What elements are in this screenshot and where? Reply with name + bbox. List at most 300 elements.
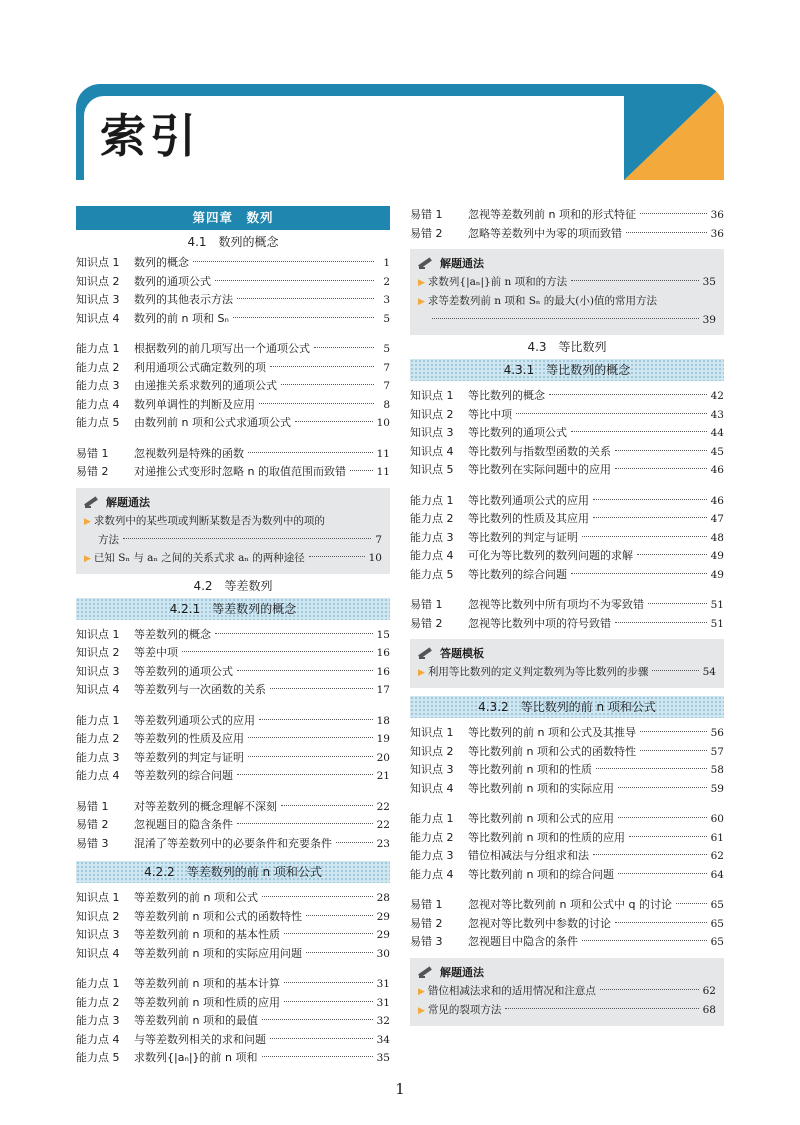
box-item-text: 已知 Sₙ 与 aₙ 之间的关系式求 aₙ 的两种途径 xyxy=(93,551,305,564)
leader-dots xyxy=(596,768,707,769)
leader-dots xyxy=(571,573,707,574)
index-entry[interactable] xyxy=(410,915,724,934)
subsection-title: 4.3.1 等比数列的概念 xyxy=(410,359,724,381)
leader-dots xyxy=(248,737,373,738)
index-entry[interactable] xyxy=(410,387,724,406)
entry-label: 能力点 3 xyxy=(76,379,120,392)
page-number: 65 xyxy=(710,917,724,930)
leader-dots xyxy=(262,1056,373,1057)
index-entry[interactable] xyxy=(76,359,390,378)
entry-title: 等差数列的前 n 项和公式 xyxy=(134,891,258,904)
right-column xyxy=(410,206,724,1030)
entry-title: 对递推公式变形时忽略 n 的取值范围而致错 xyxy=(134,465,346,478)
page-number: 59 xyxy=(710,782,724,795)
entry-label: 能力点 4 xyxy=(410,867,454,881)
entry-title: 数列的其他表示方法 xyxy=(134,293,233,306)
index-entry[interactable] xyxy=(76,749,390,768)
entry-label: 知识点 1 xyxy=(76,256,120,269)
entry-title: 等比数列的概念 xyxy=(468,389,545,402)
page-number: 60 xyxy=(710,813,724,825)
entry-title: 数列单调性的判断及应用 xyxy=(134,397,255,411)
page-number: 5 xyxy=(383,312,390,325)
triangle-bullet-icon: ▶ xyxy=(418,297,425,307)
entry-label: 知识点 3 xyxy=(410,426,454,439)
entry-group xyxy=(76,254,390,328)
entry-title: 利用通项公式确定数列的项 xyxy=(134,360,266,374)
page-number: 30 xyxy=(376,947,390,960)
box-item-continuation[interactable] xyxy=(84,531,382,549)
index-entry[interactable] xyxy=(76,975,390,994)
index-entry[interactable] xyxy=(410,596,724,615)
entry-title: 由数列前 n 项和公式求通项公式 xyxy=(134,416,291,429)
index-entry[interactable] xyxy=(76,291,390,310)
entry-label: 能力点 1 xyxy=(410,493,454,507)
entry-label: 能力点 1 xyxy=(76,342,120,355)
pen-icon xyxy=(418,966,434,978)
page-number: 35 xyxy=(702,276,716,288)
box-item-continuation[interactable] xyxy=(418,311,716,329)
index-entry[interactable] xyxy=(410,547,724,566)
entry-label: 知识点 2 xyxy=(410,744,454,758)
index-entry[interactable] xyxy=(410,406,724,425)
leader-dots xyxy=(676,903,707,904)
page-number: 15 xyxy=(376,628,390,641)
entry-label: 能力点 2 xyxy=(410,512,454,525)
entry-label: 能力点 1 xyxy=(76,713,120,727)
leader-dots xyxy=(295,421,373,422)
index-entry[interactable] xyxy=(76,767,390,786)
entry-label: 易错 3 xyxy=(76,836,109,850)
index-entry[interactable] xyxy=(76,644,390,663)
entry-label: 知识点 4 xyxy=(410,781,454,795)
triangle-bullet-icon: ▶ xyxy=(84,553,91,564)
entry-title: 等差数列的性质及应用 xyxy=(134,732,244,745)
entry-title: 忽视对等比数列中参数的讨论 xyxy=(468,916,611,930)
index-entry[interactable] xyxy=(76,908,390,927)
entry-label: 易错 1 xyxy=(76,446,109,460)
entry-label: 能力点 5 xyxy=(76,1051,120,1064)
page-number: 64 xyxy=(710,868,724,881)
page-number: 7 xyxy=(375,533,382,546)
box-item[interactable] xyxy=(418,273,716,292)
entry-label: 知识点 1 xyxy=(410,389,454,402)
page-number: 58 xyxy=(710,764,724,776)
entry-title: 等差数列的判定与证明 xyxy=(134,750,244,764)
page-number: 36 xyxy=(710,227,724,240)
leader-dots xyxy=(618,873,707,874)
entry-label: 易错 2 xyxy=(410,916,443,930)
page-number: 62 xyxy=(702,984,716,997)
page-number: 46 xyxy=(710,464,724,476)
index-entry[interactable] xyxy=(410,866,724,885)
entry-title: 对等差数列的概念理解不深刻 xyxy=(134,799,277,813)
method-box xyxy=(410,958,724,1026)
index-entry[interactable] xyxy=(76,730,390,749)
index-entry[interactable] xyxy=(76,1012,390,1031)
entry-label: 能力点 2 xyxy=(76,732,120,745)
entry-group xyxy=(76,340,390,433)
index-entry[interactable] xyxy=(410,780,724,799)
entry-group xyxy=(76,798,390,854)
entry-label: 能力点 5 xyxy=(410,567,454,581)
entry-label: 知识点 3 xyxy=(410,763,454,776)
page-number-footer: 1 xyxy=(395,1080,405,1098)
leader-dots xyxy=(262,1019,373,1020)
pen-icon xyxy=(418,257,434,269)
entry-title: 等比数列的判定与证明 xyxy=(468,530,578,544)
entry-label: 知识点 1 xyxy=(76,891,120,904)
entry-title: 忽视对等比数列前 n 项和公式中 q 的讨论 xyxy=(468,898,672,911)
page-number: 32 xyxy=(376,1015,390,1027)
index-entry[interactable] xyxy=(410,225,724,244)
page-number: 19 xyxy=(376,733,390,745)
entry-group xyxy=(410,596,724,633)
index-entry[interactable] xyxy=(76,340,390,359)
leader-dots xyxy=(516,413,707,414)
leader-dots xyxy=(615,468,707,469)
entry-title: 等差数列前 n 项和公式的函数特性 xyxy=(134,909,302,923)
box-item-text: 求等差数列前 n 项和 Sₙ 的最大(小)值的常用方法 xyxy=(427,295,657,307)
index-entry[interactable] xyxy=(76,945,390,964)
leader-dots xyxy=(593,854,707,855)
leader-dots xyxy=(270,688,373,689)
page-number: 42 xyxy=(710,390,724,402)
index-entry[interactable] xyxy=(410,615,724,634)
left-column xyxy=(76,206,390,1068)
entry-label: 知识点 3 xyxy=(76,293,120,306)
page-number: 54 xyxy=(702,666,716,678)
leader-dots xyxy=(215,280,374,281)
leader-dots xyxy=(648,603,707,604)
leader-dots xyxy=(284,982,373,983)
box-item[interactable] xyxy=(418,1001,716,1020)
leader-dots xyxy=(123,538,371,539)
leader-dots xyxy=(281,805,373,806)
index-entry[interactable] xyxy=(76,889,390,908)
page-number: 11 xyxy=(376,447,390,460)
leader-dots xyxy=(629,836,707,837)
template-box xyxy=(410,639,724,688)
leader-dots xyxy=(259,719,373,720)
entry-label: 能力点 2 xyxy=(410,830,454,844)
entry-label: 能力点 3 xyxy=(410,530,454,544)
index-entry[interactable] xyxy=(76,926,390,945)
page-number: 61 xyxy=(710,831,724,844)
entry-title: 等比数列前 n 项和公式的应用 xyxy=(468,812,614,825)
index-entry[interactable] xyxy=(410,810,724,829)
index-entry[interactable] xyxy=(76,414,390,433)
method-box xyxy=(76,488,390,574)
entry-title: 等差数列前 n 项和性质的应用 xyxy=(134,995,280,1009)
triangle-bullet-icon: ▶ xyxy=(418,1005,425,1016)
index-entry[interactable] xyxy=(76,663,390,682)
page-number: 23 xyxy=(376,837,390,850)
index-entry[interactable] xyxy=(410,896,724,915)
page-number: 65 xyxy=(710,899,724,911)
page-number: 7 xyxy=(383,380,390,392)
entry-title: 与等差数列相关的求和问题 xyxy=(134,1032,266,1046)
box-item[interactable] xyxy=(84,512,382,531)
index-entry[interactable] xyxy=(410,933,724,952)
index-entry[interactable] xyxy=(410,510,724,529)
leader-dots xyxy=(284,933,373,934)
entry-title: 等比数列前 n 项和公式的函数特性 xyxy=(468,744,636,758)
entry-label: 能力点 3 xyxy=(410,849,454,862)
entry-title: 忽视题目的隐含条件 xyxy=(134,818,233,831)
leader-dots xyxy=(262,896,373,897)
index-entry[interactable] xyxy=(76,1049,390,1068)
entry-title: 忽视等比数列中所有项均不为零致错 xyxy=(468,598,644,611)
entry-label: 知识点 4 xyxy=(410,444,454,458)
leader-dots xyxy=(281,384,374,385)
entry-title: 等差数列前 n 项和的基本计算 xyxy=(134,977,280,990)
entry-label: 易错 2 xyxy=(410,226,443,240)
entry-title: 等差数列的综合问题 xyxy=(134,769,233,782)
index-entry[interactable] xyxy=(76,463,390,482)
leader-dots xyxy=(270,1038,373,1039)
box-item-text: 求数列中的某些项或判断某数是否为数列中的项的 xyxy=(93,514,325,527)
leader-dots xyxy=(284,1001,373,1002)
entry-title: 等比数列的综合问题 xyxy=(468,567,567,581)
index-entry[interactable] xyxy=(76,310,390,329)
entry-title: 忽略等差数列中为零的项而致错 xyxy=(468,226,622,240)
section-title: 4.1 数列的概念 xyxy=(187,235,279,249)
index-entry[interactable] xyxy=(76,273,390,292)
leader-dots xyxy=(182,651,373,652)
leader-dots xyxy=(215,633,373,634)
entry-title: 等差数列的通项公式 xyxy=(134,664,233,678)
entry-title: 求数列{|aₙ|}的前 n 项和 xyxy=(134,1051,258,1064)
entry-title: 等比数列前 n 项和的实际应用 xyxy=(468,781,614,795)
index-entry[interactable] xyxy=(410,206,724,225)
pen-icon xyxy=(418,647,434,659)
entry-label: 能力点 1 xyxy=(76,977,120,990)
entry-title: 等比数列前 n 项和的性质 xyxy=(468,763,592,776)
page-number: 68 xyxy=(702,1003,716,1016)
leader-dots xyxy=(336,842,373,843)
leader-dots xyxy=(248,452,373,453)
index-entry[interactable] xyxy=(410,424,724,443)
leader-dots xyxy=(432,318,699,319)
leader-dots xyxy=(571,280,699,281)
page-number: 29 xyxy=(376,910,390,923)
leader-dots xyxy=(615,450,707,451)
index-entry[interactable] xyxy=(76,816,390,835)
entry-label: 易错 1 xyxy=(410,208,443,221)
entry-group xyxy=(410,896,724,952)
entry-title: 等比数列前 n 项和的性质的应用 xyxy=(468,830,625,844)
box-item-text: 利用等比数列的定义判定数列为等比数列的步骤 xyxy=(427,666,649,678)
page-number: 35 xyxy=(376,1052,390,1064)
leader-dots xyxy=(571,431,707,432)
entry-title: 等比数列的通项公式 xyxy=(468,426,567,439)
method-box xyxy=(410,249,724,335)
index-entry[interactable] xyxy=(410,724,724,743)
index-entry[interactable] xyxy=(76,835,390,854)
index-entry[interactable] xyxy=(410,847,724,866)
box-item[interactable] xyxy=(84,549,382,568)
entry-label: 知识点 4 xyxy=(76,946,120,960)
index-entry[interactable] xyxy=(76,681,390,700)
box-item[interactable] xyxy=(418,663,716,682)
page-number: 31 xyxy=(376,978,390,990)
page-number: 16 xyxy=(376,647,390,659)
entry-title: 忽视等比数列中项的符号致错 xyxy=(468,616,611,630)
leader-dots xyxy=(582,940,707,941)
index-entry[interactable] xyxy=(76,445,390,464)
index-entry[interactable] xyxy=(410,743,724,762)
entry-title: 等差数列前 n 项和的实际应用问题 xyxy=(134,946,302,960)
leader-dots xyxy=(350,470,373,471)
section-title: 4.3 等比数列 xyxy=(527,340,607,354)
entry-group xyxy=(410,387,724,480)
page-number: 62 xyxy=(710,850,724,862)
leader-dots xyxy=(248,756,373,757)
leader-dots xyxy=(640,731,707,732)
page-number: 10 xyxy=(376,417,390,429)
entry-label: 知识点 2 xyxy=(76,274,120,288)
page-number: 20 xyxy=(376,751,390,764)
index-entry[interactable] xyxy=(76,396,390,415)
entry-title: 错位相减法与分组求和法 xyxy=(468,849,589,862)
box-item-text: 求数列{|aₙ|}前 n 项和的方法 xyxy=(427,276,568,288)
leader-dots xyxy=(237,670,373,671)
leader-dots xyxy=(593,517,707,518)
box-item-text: 错位相减法求和的适用情况和注意点 xyxy=(427,984,596,997)
entry-group xyxy=(410,724,724,798)
leader-dots xyxy=(237,298,374,299)
subsection-title: 4.2.2 等差数列的前 n 项和公式 xyxy=(76,861,390,883)
entry-label: 知识点 1 xyxy=(410,726,454,739)
triangle-bullet-icon: ▶ xyxy=(418,668,425,678)
entry-group xyxy=(76,712,390,786)
entry-title: 等差数列通项公式的应用 xyxy=(134,713,255,727)
box-heading: 解题通法 xyxy=(440,965,484,979)
entry-label: 能力点 4 xyxy=(76,1032,120,1046)
index-entry[interactable] xyxy=(410,492,724,511)
entry-group xyxy=(76,626,390,700)
leader-dots xyxy=(618,817,707,818)
box-item[interactable] xyxy=(418,982,716,1001)
index-entry[interactable] xyxy=(76,377,390,396)
entry-label: 能力点 4 xyxy=(410,549,454,562)
entry-title: 忽视等差数列前 n 项和的形式特征 xyxy=(468,208,636,221)
entry-label: 知识点 3 xyxy=(76,664,120,678)
entry-title: 忽视数列是特殊的函数 xyxy=(134,446,244,460)
page-number: 49 xyxy=(710,550,724,562)
leader-dots xyxy=(549,394,707,395)
box-heading: 答题模板 xyxy=(440,647,484,660)
entry-title: 等差数列前 n 项和的最值 xyxy=(134,1014,258,1027)
page-number: 7 xyxy=(383,361,390,374)
leader-dots xyxy=(193,261,374,262)
entry-label: 易错 2 xyxy=(410,616,443,630)
entry-label: 能力点 4 xyxy=(76,769,120,782)
page-number: 34 xyxy=(376,1033,390,1046)
entry-title: 等比数列在实际问题中的应用 xyxy=(468,463,611,476)
entry-label: 知识点 4 xyxy=(76,683,120,696)
entry-title: 数列的前 n 项和 Sₙ xyxy=(134,311,229,325)
entry-title: 等比数列与指数型函数的关系 xyxy=(468,444,611,458)
entry-title: 等比数列的性质及其应用 xyxy=(468,512,589,525)
box-item-text: 方法 xyxy=(98,533,119,546)
page-number: 18 xyxy=(376,714,390,727)
entry-label: 能力点 2 xyxy=(76,360,120,374)
index-entry[interactable] xyxy=(76,712,390,731)
page-number: 1 xyxy=(383,257,390,269)
page-number: 48 xyxy=(710,531,724,544)
page-number: 56 xyxy=(710,727,724,739)
entry-title: 等比数列通项公式的应用 xyxy=(468,493,589,507)
leader-dots xyxy=(237,823,373,824)
page-number: 46 xyxy=(710,494,724,507)
entry-group xyxy=(410,492,724,585)
entry-title: 数列的概念 xyxy=(134,256,189,269)
index-entry[interactable] xyxy=(410,461,724,480)
leader-dots xyxy=(615,922,707,923)
index-entry[interactable] xyxy=(410,761,724,780)
page-number: 5 xyxy=(383,343,390,355)
leader-dots xyxy=(637,554,707,555)
entry-label: 能力点 5 xyxy=(76,416,120,429)
box-item[interactable] xyxy=(418,292,716,311)
entry-label: 知识点 2 xyxy=(410,407,454,421)
leader-dots xyxy=(626,232,707,233)
entry-label: 能力点 3 xyxy=(76,750,120,764)
index-entry[interactable] xyxy=(76,626,390,645)
page-number: 43 xyxy=(710,408,724,421)
index-entry[interactable] xyxy=(410,529,724,548)
leader-dots xyxy=(640,750,707,751)
entry-label: 知识点 2 xyxy=(76,909,120,923)
index-entry[interactable] xyxy=(410,829,724,848)
entry-title: 等比数列前 n 项和的综合问题 xyxy=(468,867,614,881)
entry-group xyxy=(410,810,724,884)
entry-title: 忽视题目中隐含的条件 xyxy=(468,935,578,948)
page-number: 10 xyxy=(368,551,382,564)
entry-title: 等比中项 xyxy=(468,407,512,421)
entry-label: 易错 2 xyxy=(76,465,109,478)
entry-label: 易错 1 xyxy=(410,598,443,611)
leader-dots xyxy=(582,536,707,537)
chapter-title: 第四章 数列 xyxy=(76,206,390,230)
leader-dots xyxy=(600,989,699,990)
page-number: 65 xyxy=(710,936,724,948)
section-title: 4.2 等差数列 xyxy=(193,578,273,593)
entry-label: 能力点 4 xyxy=(76,397,120,411)
leader-dots xyxy=(237,774,373,775)
entry-label: 能力点 2 xyxy=(76,995,120,1009)
leader-dots xyxy=(593,499,707,500)
page-title: 索引 xyxy=(100,109,200,163)
box-heading: 解题通法 xyxy=(440,257,484,270)
leader-dots xyxy=(306,915,373,916)
page-number: 36 xyxy=(710,209,724,221)
entry-title: 根据数列的前几项写出一个通项公式 xyxy=(134,342,310,355)
index-entry[interactable] xyxy=(76,994,390,1013)
entry-label: 知识点 2 xyxy=(76,646,120,659)
index-entry[interactable] xyxy=(410,443,724,462)
index-entry[interactable] xyxy=(410,566,724,585)
index-entry[interactable] xyxy=(76,254,390,273)
pen-icon xyxy=(84,496,100,508)
entry-label: 能力点 1 xyxy=(410,812,454,825)
entry-label: 知识点 3 xyxy=(76,928,120,941)
page-number: 39 xyxy=(702,314,716,326)
index-entry[interactable] xyxy=(76,798,390,817)
entry-title: 等比数列的前 n 项和公式及其推导 xyxy=(468,726,636,739)
index-entry[interactable] xyxy=(76,1031,390,1050)
